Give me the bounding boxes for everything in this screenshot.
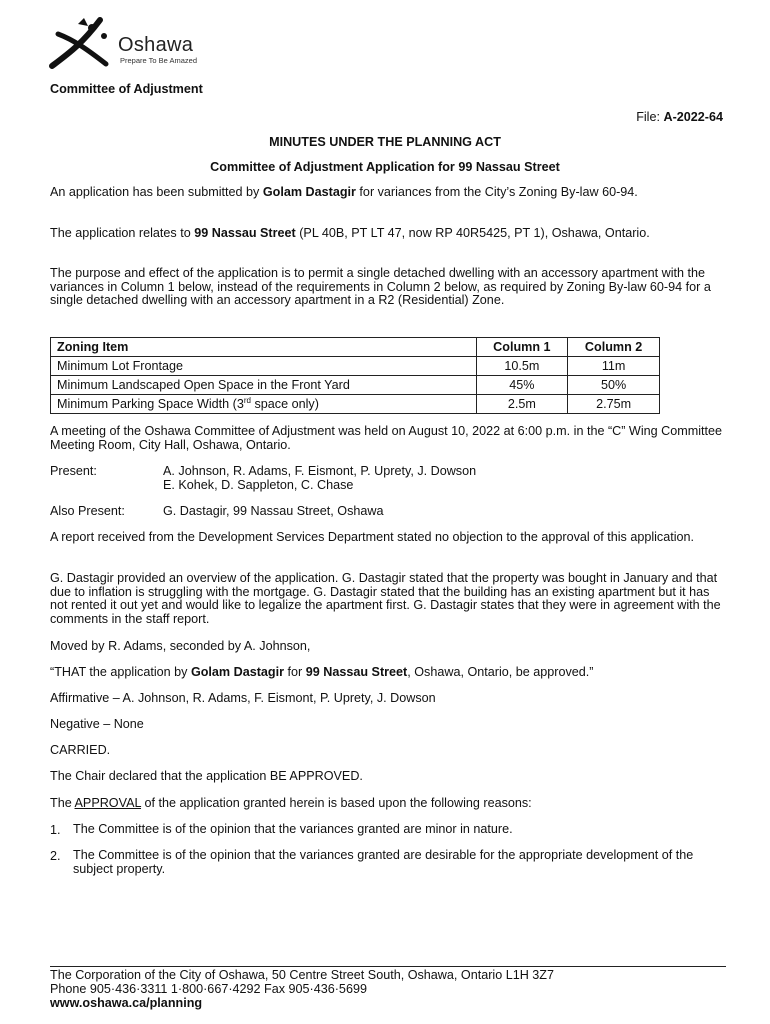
p1-text-b: for variances from the City’s Zoning By-law 60-94. (355, 185, 638, 199)
column-2-cell: 50% (568, 376, 660, 395)
motion-line (50, 666, 722, 680)
logo-name: Oshawa (118, 34, 194, 56)
table-row (51, 357, 660, 376)
declared-line: The Chair declared that the application BE APPROVED. (50, 769, 363, 783)
zoning-item-cell: Minimum Landscaped Open Space in the Front Yard (51, 376, 477, 395)
table-row (51, 395, 660, 414)
p2-text-a: The application relates to (50, 226, 195, 240)
moved-line: Moved by R. Adams, seconded by A. Johnson, (50, 639, 311, 653)
negative-line: Negative – None (50, 717, 144, 731)
motion-address: 99 Nassau Street (305, 665, 408, 679)
zoning-item-text: Minimum Parking Space Width (3 (57, 397, 244, 412)
approval-line (50, 797, 722, 811)
column-1-cell: 10.5m (476, 357, 568, 376)
present-list (163, 464, 476, 492)
paragraph-application (50, 186, 722, 200)
reason-number: 2. (50, 849, 61, 863)
committee-label: Committee of Adjustment (50, 82, 203, 96)
paragraph-meeting: A meeting of the Oshawa Committee of Adjustment was held on August 10, 2022 at 6:00 p.m. in the “C” Wing Committee Meeting Room, City Hall, Oshawa, Ontario. (50, 424, 723, 452)
zoning-item-cell (51, 395, 477, 414)
motion-text-b: for (284, 665, 306, 679)
p2-text-b: (PL 40B, PT LT 47, now RP 40R5425, PT 1), Oshawa, Ontario. (295, 226, 650, 240)
applicant-name: Golam Dastagir (262, 185, 356, 199)
column-1-cell: 45% (476, 376, 568, 395)
reason-text: The Committee is of the opinion that the variances granted are minor in nature. (73, 822, 513, 836)
zoning-item-cell: Minimum Lot Frontage (51, 357, 477, 376)
paragraph-purpose: The purpose and effect of the application is to permit a single detached dwelling with an accessory apartment with the variances in Column 1 below, instead of the requirements in Column 2 below, as required by Zoning By-law 60-94 for a single detached dwelling with an accessory apartment in a R2 (Residential) Zone. (50, 266, 711, 307)
zoning-item-sup: rd (243, 396, 251, 406)
approval-text-b: of the application granted herein is based upon the following reasons: (141, 796, 532, 810)
header-column-1: Column 1 (476, 338, 568, 357)
table-header-row (51, 338, 660, 357)
paragraph-overview: G. Dastagir provided an overview of the application. G. Dastagir stated that the property was bought in January and that due to inflation is struggling with the mortgage. G. Dastagir stated that the building has an existing apartment but it has not rented it out yet and would like to legalize the apartment first. G. Dastagir states that they were in agreement with the comments in the staff report. (50, 571, 721, 626)
motion-text-a: “THAT the application by (50, 665, 191, 679)
column-2-cell: 11m (568, 357, 660, 376)
approval-underlined: APPROVAL (74, 796, 142, 810)
paragraph-report: A report received from the Development Services Department stated no objection to the approval of this application. (50, 530, 695, 544)
column-2-cell: 2.75m (568, 395, 660, 414)
footer-divider (50, 966, 726, 967)
zoning-table (50, 337, 660, 414)
present-line-1: A. Johnson, R. Adams, F. Eismont, P. Uprety, J. Dowson (163, 464, 477, 478)
logo-tagline: Prepare To Be Amazed (120, 56, 197, 65)
approval-text-a: The (50, 796, 75, 810)
reason-text: The Committee is of the opinion that the variances granted are desirable for the appropriate development of the subject property. (73, 848, 694, 876)
file-number (636, 110, 723, 124)
file-label: File: (636, 110, 664, 124)
carried-line: CARRIED. (50, 743, 111, 757)
present-label: Present: (50, 464, 97, 478)
p1-text-a: An application has been submitted by (50, 185, 263, 199)
oshawa-emblem-icon (48, 14, 120, 72)
motion-text-c: , Oshawa, Ontario, be approved.” (407, 665, 594, 679)
header-zoning-item: Zoning Item (51, 338, 477, 357)
present-line-2: E. Kohek, D. Sappleton, C. Chase (163, 478, 354, 492)
reason-number: 1. (50, 823, 61, 837)
also-present-label: Also Present: (50, 504, 125, 518)
table-row (51, 376, 660, 395)
paragraph-relates (50, 227, 722, 241)
page-title: MINUTES UNDER THE PLANNING ACT (269, 135, 501, 149)
motion-applicant: Golam Dastagir (190, 665, 285, 679)
file-id: A-2022-64 (663, 110, 723, 124)
property-address: 99 Nassau Street (194, 226, 296, 240)
footer-website: www.oshawa.ca/planning (50, 996, 203, 1010)
footer-phone: Phone 905·436·3311 1·800·667·4292 Fax 905·436·5699 (50, 982, 367, 996)
footer-address: The Corporation of the City of Oshawa, 50 Centre Street South, Oshawa, Ontario L1H 3Z7 (50, 968, 555, 982)
column-1-cell: 2.5m (476, 395, 568, 414)
header-column-2: Column 2 (568, 338, 660, 357)
footer (50, 968, 554, 1010)
oshawa-logo (48, 14, 228, 74)
also-present-value: G. Dastagir, 99 Nassau Street, Oshawa (163, 504, 384, 518)
page-subtitle: Committee of Adjustment Application for 99 Nassau Street (210, 160, 560, 174)
affirmative-line: Affirmative – A. Johnson, R. Adams, F. Eismont, P. Uprety, J. Dowson (50, 691, 436, 705)
zoning-item-text-after: space only) (251, 397, 319, 412)
